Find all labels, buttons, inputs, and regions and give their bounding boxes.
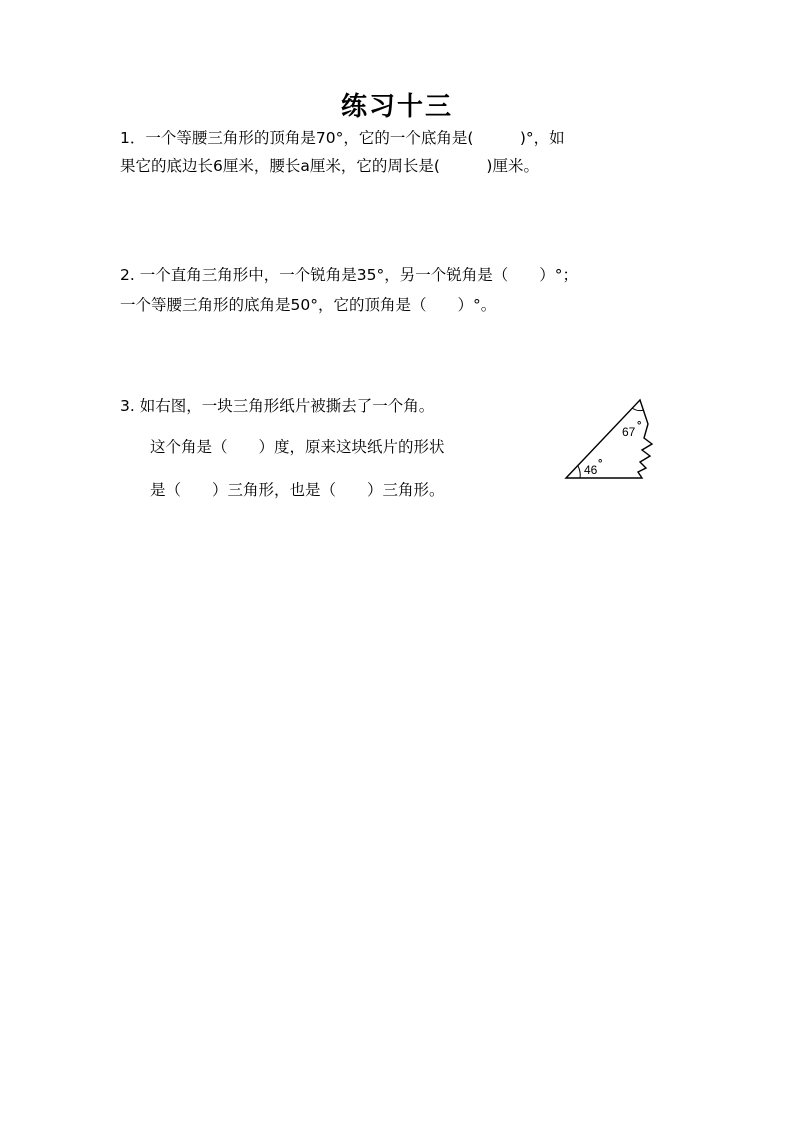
left-angle-arc bbox=[578, 466, 580, 478]
question-1-line-2: 果它的底边长6厘米，腰长a厘米，它的周长是( )厘米。 bbox=[120, 157, 539, 175]
left-angle-degree: ° bbox=[598, 458, 603, 470]
page-title: 练习十三 bbox=[340, 92, 453, 122]
question-3-line-1: 3. 如右图，一块三角形纸片被撕去了一个角。 bbox=[120, 397, 435, 415]
torn-triangle-figure bbox=[560, 392, 656, 484]
top-angle-degree: ° bbox=[637, 420, 642, 432]
question-3-line-2: 这个角是（ ）度，原来这块纸片的形状 bbox=[150, 438, 445, 456]
top-angle-label: 67 bbox=[622, 425, 636, 439]
question-1-line-1: 1．一个等腰三角形的顶角是70°，它的一个底角是( )°，如 bbox=[120, 129, 565, 147]
triangle-outline bbox=[566, 400, 652, 478]
question-2-line-2: 一个等腰三角形的底角是50°，它的顶角是（ ）°。 bbox=[120, 296, 497, 314]
question-3-line-3: 是（ ）三角形，也是（ ）三角形。 bbox=[150, 481, 445, 499]
left-angle-label: 46 bbox=[584, 463, 598, 477]
question-2-line-1: 2. 一个直角三角形中，一个锐角是35°，另一个锐角是（ ）°； bbox=[120, 266, 578, 284]
